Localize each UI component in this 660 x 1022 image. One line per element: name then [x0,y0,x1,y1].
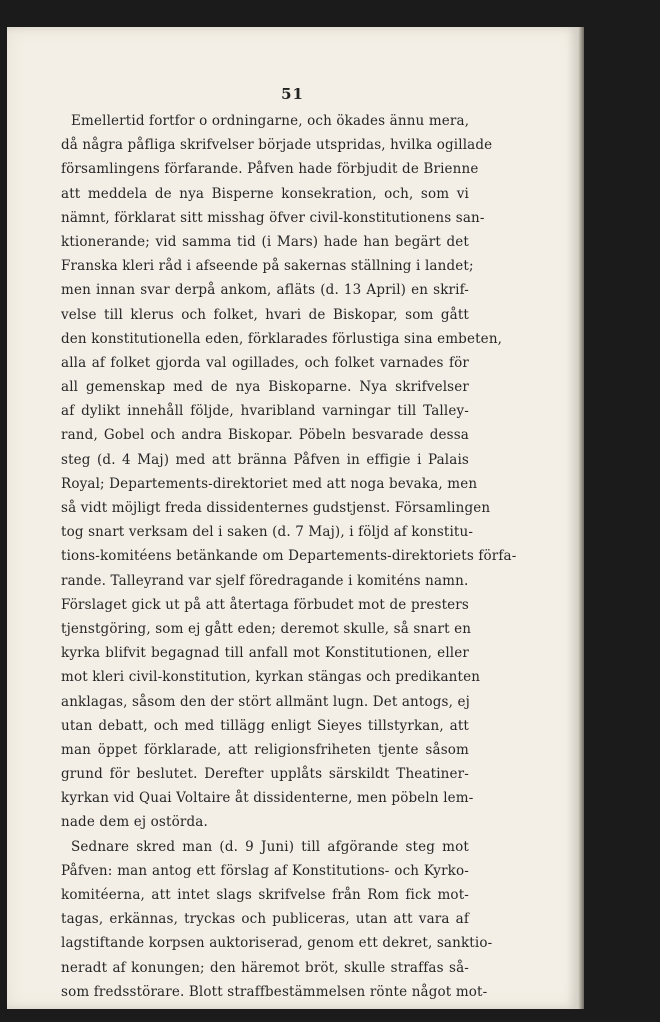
text-line: församlingens förfarande. Påfven hade förbjudit de Brienne [61,161,479,178]
text-line: steg (d. 4 Maj) med att bränna Påfven in effigie i Palais [61,451,469,468]
text-line: ktionerande; vid samma tid (i Mars) hade han begärt det [61,233,469,250]
text-line: mot kleri civil-konstitution, kyrkan stängas och predikanten [61,669,481,686]
text-line: all gemenskap med de nya Biskoparne. Nya skrifvelser [61,379,469,396]
text-line: neradt af konungen; den häremot bröt, skulle straffas så- [61,959,469,976]
page-edge [578,27,584,1009]
text-line: men innan svar derpå ankom, afläts (d. 13 April) en skrif- [61,282,469,299]
text-line: att meddela de nya Bisperne konsekration, och, som vi [61,185,469,202]
text-line: nämnt, förklarat sitt misshag öfver civil-konstitutionens san- [61,209,485,226]
text-line: kyrka blifvit begagnad till anfall mot Konstitutionen, eller [61,645,469,662]
body-text [61,109,517,1004]
text-line: tog snart verksam del i saken (d. 7 Maj), i följd af konstitu- [61,524,474,541]
text-line: Royal; Departements-direktoriet med att noga bevaka, men [61,475,478,492]
text-line: rande. Talleyrand var sjelf föredragande i komiténs namn. [61,572,469,589]
text-line: grund för beslutet. Derefter upplåts särskildt Theatiner- [61,766,469,783]
text-line: rand, Gobel och andra Biskopar. Pöbeln besvarade dessa [61,427,469,444]
text-line: man öppet förklarade, att religionsfriheten tjente såsom [61,741,469,758]
text-line: nade dem ej ostörda. [61,814,208,831]
book-page [7,27,578,1009]
text-line: tjenstgöring, som ej gått eden; deremot skulle, så snart en [61,620,472,637]
text-line: utan debatt, och med tillägg enligt Sieyes tillstyrkan, att [61,717,469,734]
text-line: Påfven: man antog ett förslag af Konstitutions- och Kyrko- [61,862,469,879]
text-line: då några påfliga skrifvelser började utspridas, hvilka ogillade [61,137,493,154]
text-line: kyrkan vid Quai Voltaire åt dissidenterne, men pöbeln lem- [61,790,474,807]
page-number: 51 [281,85,304,103]
text-line: af dylikt innehåll följde, hvaribland varningar till Talley- [61,403,469,420]
text-line: som fredsstörare. Blott straffbestämmelsen rönte något mot- [61,983,488,1000]
text-line: så vidt möjligt freda dissidenternes gudstjenst. Församlingen [61,500,491,516]
text-line: tions-komitéens betänkande om Departements-direktoriets förfa- [61,548,517,565]
text-line: Emellertid fortfor o ordningarne, och ökades ännu mera, [71,113,470,129]
text-line: lagstiftande korpsen auktoriserad, genom ett dekret, sanktio- [61,935,493,952]
text-line: alla af folket gjorda val ogillades, och folket varnades för [61,354,469,371]
text-line: den konstitutionella eden, förklarades förlustiga sina embeten, [61,330,503,347]
text-line: komitéerna, att intet slags skrifvelse från Rom fick mot- [61,887,469,903]
text-line: Sednare skred man (d. 9 Juni) till afgörande steg mot [71,838,469,855]
text-line: Förslaget gick ut på att återtaga förbudet mot de presters [61,596,469,613]
text-line: velse till klerus och folket, hvari de Biskopar, som gått [61,306,469,323]
text-line: tagas, erkännas, tryckas och publiceras, utan att vara af [61,911,469,928]
text-line: Franska kleri råd i afseende på sakernas ställning i landet; [61,258,474,275]
text-line: anklagas, såsom den der stört allmänt lugn. Det antogs, ej [61,693,470,710]
